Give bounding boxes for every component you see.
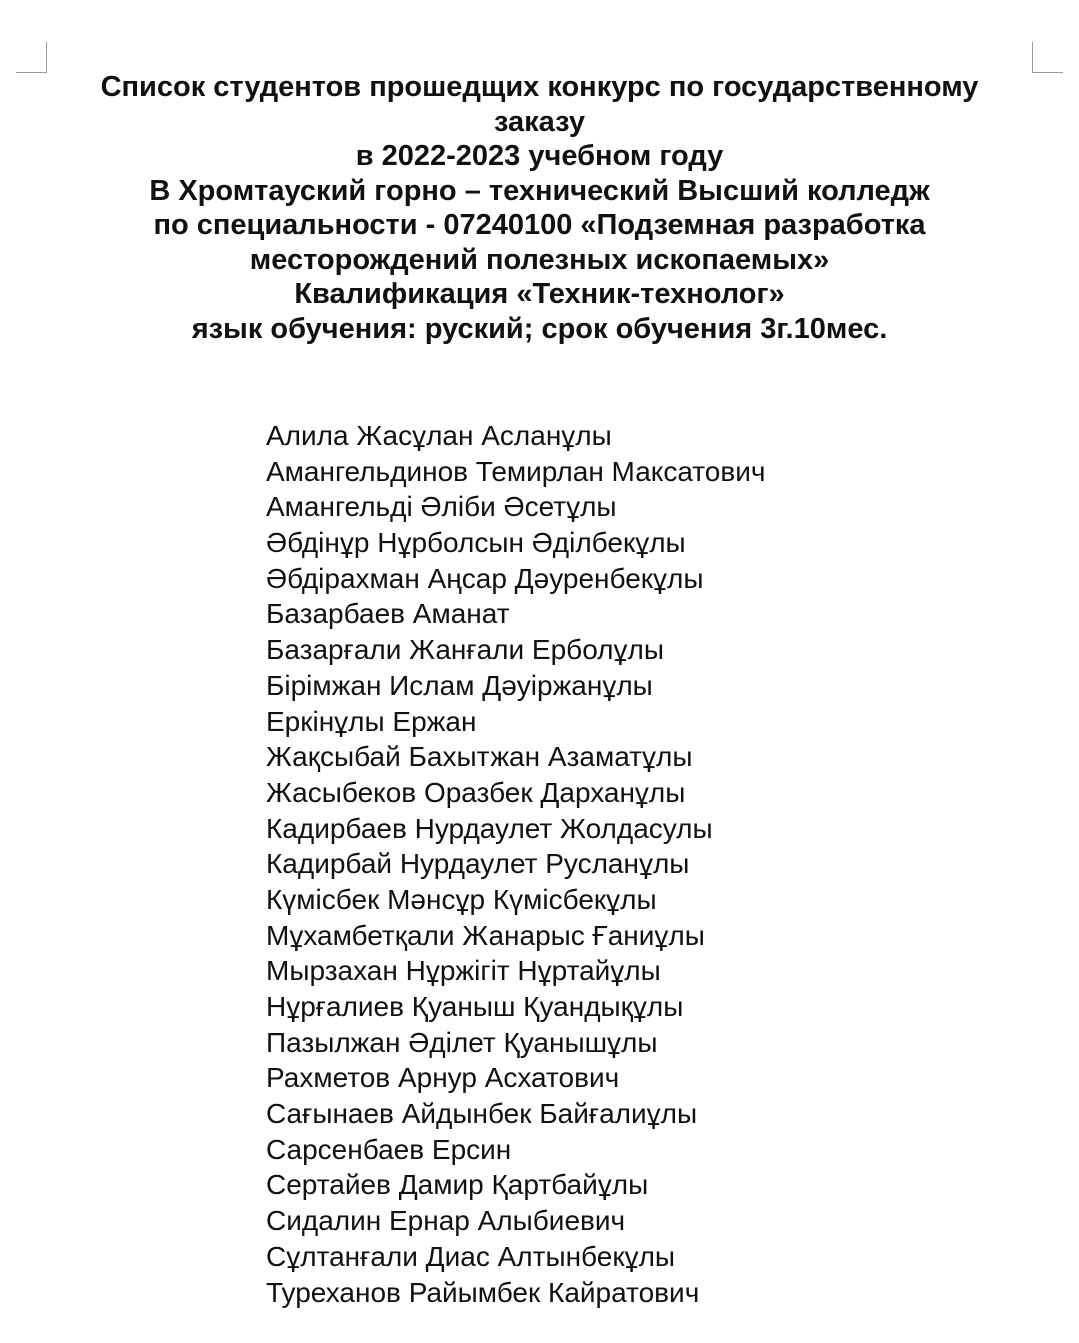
student-name: Амангельді Әліби Әсетұлы (266, 491, 617, 523)
heading-line: Список студентов прошедщих конкурс по государственному (100, 71, 979, 103)
page-corner-marker-left (16, 42, 47, 73)
heading-line: язык обучения: руский; срок обучения 3г.10мес. (191, 312, 888, 345)
page-corner-marker-right (1032, 42, 1063, 73)
student-name: Бірімжан Ислам Дәуіржанұлы (266, 669, 653, 701)
heading-line: заказу (494, 105, 585, 138)
student-name: Сарсенбаев Ерсин (266, 1133, 512, 1165)
student-name: Жасыбеков Оразбек Дарханұлы (266, 776, 686, 808)
student-name: Әбдірахман Аңсар Дәуренбекұлы (266, 562, 704, 594)
student-name: Пазылжан Әділет Қуанышұлы (266, 1026, 658, 1058)
student-name: Мұхамбетқали Жанарыс Ғаниұлы (266, 919, 705, 951)
heading-line: в 2022-2023 учебном году (355, 140, 724, 172)
heading-line: В Хромтауский горно – технический Высший колледж (149, 174, 930, 207)
student-name: Жақсыбай Бахытжан Азаматұлы (266, 741, 693, 773)
student-name: Күмісбек Мәнсұр Күмісбекұлы (266, 883, 657, 915)
student-name: Рахметов Арнур Асхатович (266, 1062, 620, 1094)
document-heading (40, 70, 1039, 346)
student-name: Әбдінұр Нұрболсын Әділбекұлы (266, 527, 686, 559)
student-name: Еркінұлы Ержан (266, 705, 477, 737)
student-name: Мырзахан Нұржігіт Нұртайұлы (266, 955, 661, 987)
student-name: Нұрғалиев Қуаныш Қуандықұлы (266, 991, 684, 1022)
heading-line: Квалификация «Техник-технолог» (294, 278, 785, 310)
student-name: Кадирбаев Нурдаулет Жолдасулы (266, 812, 713, 844)
student-name: Амангельдинов Темирлан Максатович (266, 455, 766, 487)
heading-line: по специальности - 07240100 «Подземная разработка (153, 209, 926, 241)
student-name: Сидалин Ернар Алыбиевич (266, 1205, 626, 1237)
student-name: Сағынаев Айдынбек Байғалиұлы (266, 1098, 698, 1130)
student-name: Кадирбай Нурдаулет Русланұлы (266, 848, 690, 880)
student-name: Базарбаев Аманат (266, 598, 510, 630)
student-name: Сұлтанғали Диас Алтынбекұлы (266, 1240, 676, 1272)
heading-line: месторождений полезных ископаемых» (249, 243, 830, 276)
student-name: Базарғали Жанғали Ерболұлы (266, 634, 664, 666)
student-name: Сертайев Дамир Қартбайұлы (266, 1169, 649, 1201)
student-name: Алила Жасұлан Асланұлы (266, 420, 612, 451)
student-name: Туреханов Райымбек Кайратович (266, 1276, 700, 1308)
